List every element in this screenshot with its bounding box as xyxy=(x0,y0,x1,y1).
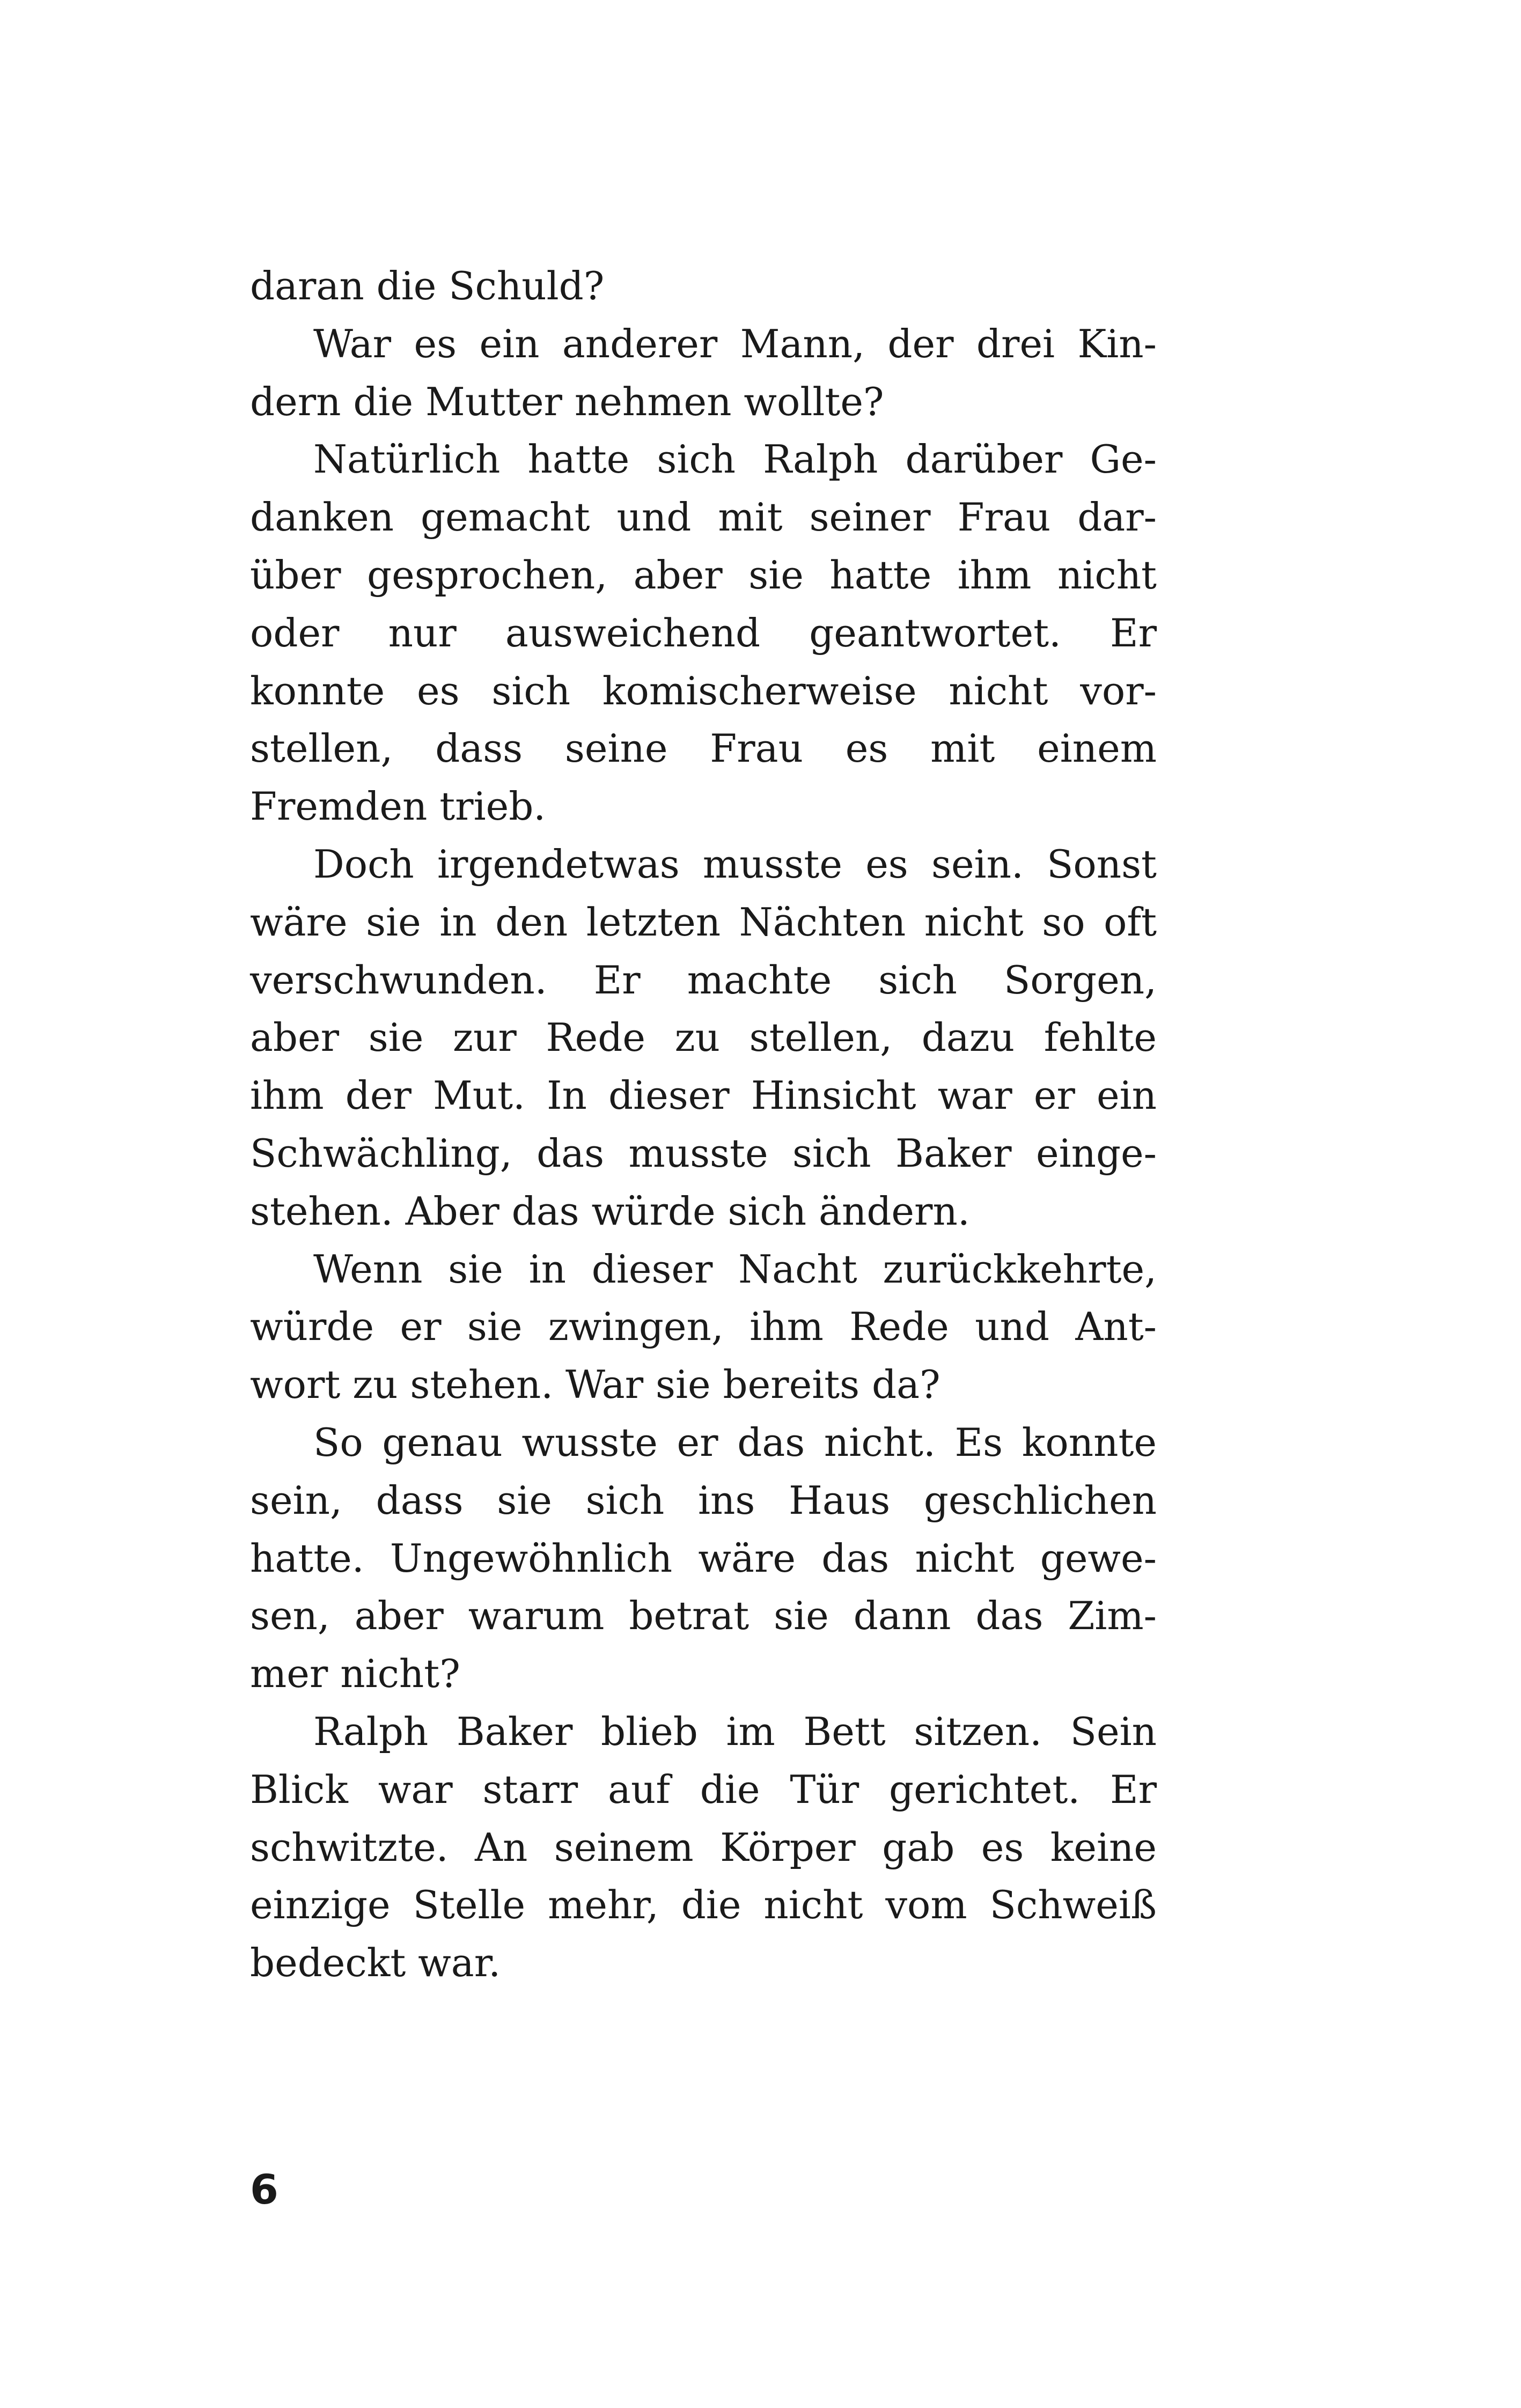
text-line: bedeckt war. xyxy=(250,1940,501,1986)
text-line: dern die Mutter nehmen wollte? xyxy=(250,379,884,424)
text-line: danken gemacht und mit seiner Frau dar- xyxy=(250,495,1157,540)
text-line: daran die Schuld? xyxy=(250,263,605,308)
text-line: oder nur ausweichend geantwortet. Er xyxy=(250,610,1157,656)
text-line: ihm der Mut. In dieser Hinsicht war er ein xyxy=(250,1073,1157,1118)
text-line: Schwächling, das musste sich Baker einge- xyxy=(250,1130,1157,1176)
page-number: 6 xyxy=(250,2166,278,2213)
text-line: Ralph Baker blieb im Bett sitzen. Sein xyxy=(313,1709,1157,1754)
text-line: verschwunden. Er machte sich Sorgen, xyxy=(250,957,1157,1003)
body-text xyxy=(250,257,1157,1992)
text-line: schwitzte. An seinem Körper gab es keine xyxy=(250,1824,1157,1870)
text-line: konnte es sich komischerweise nicht vor- xyxy=(250,668,1157,713)
text-line: So genau wusste er das nicht. Es konnte xyxy=(313,1419,1157,1465)
text-line: sein, dass sie sich ins Haus geschlichen xyxy=(250,1477,1157,1523)
text-line: über gesprochen, aber sie hatte ihm nicht xyxy=(250,552,1157,598)
text-line: hatte. Ungewöhnlich wäre das nicht gewe- xyxy=(250,1535,1157,1581)
text-line: Natürlich hatte sich Ralph darüber Ge- xyxy=(313,437,1157,482)
text-line: sen, aber warum betrat sie dann das Zim- xyxy=(250,1593,1157,1639)
text-line: würde er sie zwingen, ihm Rede und Ant- xyxy=(250,1304,1157,1350)
text-line: stellen, dass seine Frau es mit einem xyxy=(250,726,1157,771)
text-line: wort zu stehen. War sie bereits da? xyxy=(250,1362,940,1408)
text-line: War es ein anderer Mann, der drei Kin- xyxy=(313,321,1157,366)
text-line: einzige Stelle mehr, die nicht vom Schweiß xyxy=(250,1882,1157,1928)
text-line: mer nicht? xyxy=(250,1651,460,1697)
text-line: aber sie zur Rede zu stellen, dazu fehlte xyxy=(250,1015,1157,1061)
text-line: Wenn sie in dieser Nacht zurückkehrte, xyxy=(313,1246,1157,1292)
text-line: wäre sie in den letzten Nächten nicht so oft xyxy=(250,899,1157,945)
text-line: Fremden trieb. xyxy=(250,784,546,829)
text-line: Doch irgendetwas musste es sein. Sonst xyxy=(313,841,1157,887)
text-line: stehen. Aber das würde sich ändern. xyxy=(250,1188,970,1234)
text-line: Blick war starr auf die Tür gerichtet. Er xyxy=(250,1766,1157,1812)
